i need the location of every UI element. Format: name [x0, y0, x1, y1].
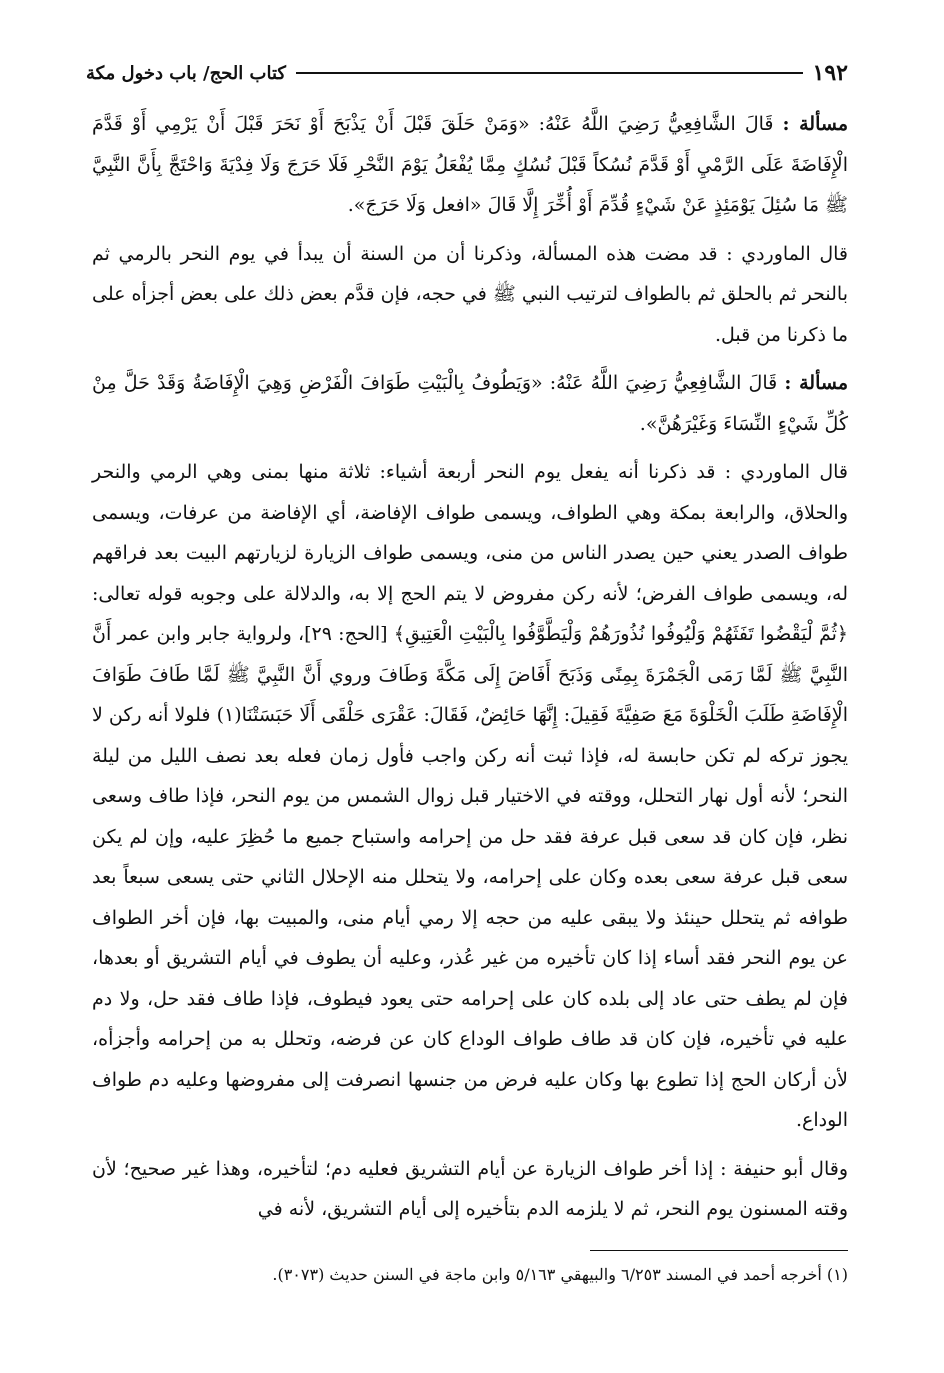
page-body: [92, 104, 848, 1238]
paragraph-text: قَالَ الشَّافِعِيُّ رَضِيَ اللَّهُ عَنْهُ: «وَمَنْ حَلَقَ قَبْلَ أَنْ يَذْبَحَ أَوْ نَحَرَ قَبْلَ أَنْ يَرْمِي أَوْ قَدَّمَ الْإِفَاضَةَ عَلَى الرَّمْيِ أَوْ قَدَّمَ نُسُكاً قَبْلَ نُسُكٍ مِمَّا يُفْعَلُ يَوْمَ النَّحْرِ فَلَا حَرَجَ وَلَا فِدْيَةَ وَاحْتَجَّ بِأَنَّ النَّبِيَّ ﷺ مَا سُئِلَ يَوْمَئِذٍ عَنْ شَيْءٍ قُدِّمَ أَوْ أُخِّرَ إِلَّا قَالَ «افعل وَلَا حَرَجَ».: [92, 113, 848, 216]
paragraph-masalah-2: [92, 363, 848, 444]
paragraph-masalah-1: [92, 104, 848, 226]
paragraph-label: مسألة :: [784, 372, 848, 394]
paragraph-label: قال الماوردي :: [726, 242, 848, 265]
page-number: ١٩٢: [812, 60, 848, 86]
paragraph-text: قد ذكرنا أنه يفعل يوم النحر أربعة أشياء: ثلاثة منها بمنى وهي الرمي والنحر والحلاق، والرابعة بمكة وهي الطواف، ويسمى طواف الإفاضة، أي الإفاضة من عرفات، ويسمى طواف الصدر يعني حين يصدر الناس من منى، ويسمى طواف الزيارة لزيارتهم البيت بعد فراقهم له، ويسمى طواف الفرض؛ لأنه ركن مفروض لا يتم الحج إلا به، والدلالة على وجوبه قوله تعالى: ﴿ثُمَّ لْيَقْضُوا تَفَثَهُمْ وَلْيُوفُوا نُذُورَهُمْ وَلْيَطَّوَّفُوا بِالْبَيْتِ الْعَتِيقِ﴾ [الحج: ٢٩]، ولرواية جابر وابن عمر أَنَّ النَّبِيَّ ﷺ لَمَّا رَمَى الْجَمْرَةَ بِمِنًى وَذَبَحَ أَفَاضَ إِلَى مَكَّةَ وَطَافَ وروي أَنَّ النَّبِيَّ ﷺ لَمَّا طَافَ طَوَافَ الْإِفَاضَةِ طَلَبَ الْخَلْوَةَ مَعَ صَفِيَّةَ فَقِيلَ: إِنَّهَا حَائِضٌ، فَقَالَ: عَقْرَى حَلْقَى أَلَا حَبَسَتْنَا(١) فلولا أنه ركن لا يجوز تركه لم تكن حابسة له، فإذا ثبت أنه ركن واجب فأول زمان فعله بعد نصف الليل من ليلة النحر؛ لأنه أول نهار التحلل، ووقته في الاختيار قبل زوال الشمس من يوم النحر، فإذا طاف وسعى نظر، فإن كان قد سعى قبل عرفة فقد حل من إحرامه واستباح جميع ما حُظِرَ عليه، وإن لم يكن سعى قبل عرفة سعى بعده وكان على إحرامه، ولا يتحلل منه الإحلال الثاني حتى يسعى سبعاً بعد طوافه ثم يتحلل حينئذ ولا يبقى عليه من حجه إلا رمي أيام منى، والمبيت بها، فإن أخر الطواف عن يوم النحر فقد أساء إذا كان تأخيره من غير عُذر، وعليه أن يطوف في أيام التشريق أو بعدها، فإن لم يطف حتى عاد إلى بلده كان على إحرامه حتى يعود فيطوف، فإذا طاف فقد حل، ولا دم عليه في تأخيره، فإن كان قد طاف طواف الوداع كان عن فرضه، وتحلل به من إحرامه وأجزأه، لأن أركان الحج إذا تطوع بها وكان عليه فرض من جنسها انصرفت إلى مفروضها وعليه دم طواف الوداع.: [92, 461, 849, 1131]
paragraph-abu-hanifa: [92, 1149, 848, 1230]
paragraph-mawardi-2: [92, 452, 848, 1141]
paragraph-mawardi-1: [92, 234, 848, 356]
paragraph-label: قال الماوردي :: [724, 461, 848, 483]
footnote: (١) أخرجه أحمد في المسند ٦/٢٥٣ والبيهقي ٥/١٦٣ وابن ماجة في السنن حديث (٣٠٧٣).: [272, 1265, 848, 1284]
paragraph-label: وقال أبو حنيفة :: [720, 1157, 849, 1180]
paragraph-text: قَالَ الشَّافِعِيُّ رَضِيَ اللَّهُ عَنْهُ: «وَيَطُوفُ بِالْبَيْتِ طَوَافَ الْفَرْضِ وَهِيَ الْإِفَاضَةُ وَقَدْ حَلَّ مِنْ كُلِّ شَيْءٍ النِّسَاءَ وَغَيْرَهُنَّ».: [92, 372, 848, 435]
footnote-divider: [590, 1250, 848, 1251]
running-header: [86, 58, 848, 88]
paragraph-label: مسألة :: [782, 113, 848, 135]
chapter-title: كتاب الحج/ باب دخول مكة: [86, 62, 286, 84]
paragraph-text: إذا أخر طواف الزيارة عن أيام التشريق فعليه دم؛ لتأخيره، وهذا غير صحيح؛ لأن وقته المسنون يوم النحر، ثم لا يلزمه الدم بتأخيره إلى أيام التشريق، لأنه في: [92, 1157, 848, 1220]
header-rule: [296, 72, 803, 74]
paragraph-text: قد مضت هذه المسألة، وذكرنا أن من السنة أن يبدأ في يوم النحر بالرمي ثم بالنحر ثم بالحلق ثم بالطواف لترتيب النبي ﷺ في حجه، فإن قدَّم بعض ذلك على بعض أجزأه على ما ذكرنا من قبل.: [92, 242, 848, 346]
